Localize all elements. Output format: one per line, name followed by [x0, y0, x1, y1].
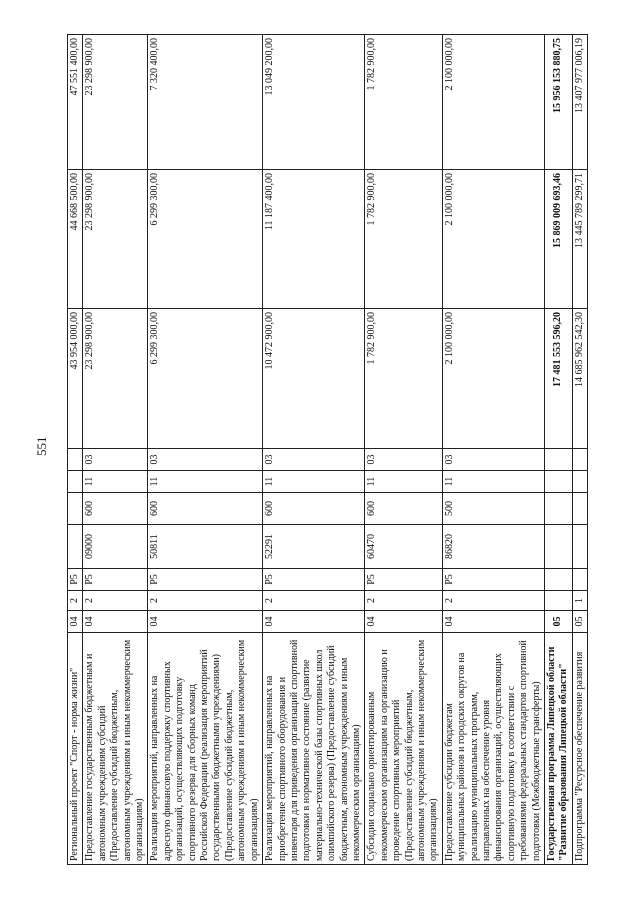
table-row — [572, 35, 587, 865]
amount-year-3: 7 320 400,00 — [148, 35, 263, 170]
amount-year-1: 2 100 000,00 — [442, 309, 544, 449]
subsection-code: 03 — [148, 449, 263, 471]
table-row — [545, 35, 573, 865]
row-name: Подпрограмма "Ресурсное обеспечение развития — [572, 633, 587, 865]
direction-code — [572, 525, 587, 569]
section-code — [545, 471, 573, 493]
expense-type-code: 600 — [83, 493, 148, 525]
program-code: 05 — [572, 611, 587, 633]
row-name: Государственная программа Липецкой области "Развитие образования Липецкой области" — [545, 633, 573, 865]
amount-year-2: 11 187 400,00 — [263, 170, 365, 309]
amount-year-2: 2 100 000,00 — [442, 170, 544, 309]
amount-year-2: 6 299 300,00 — [148, 170, 263, 309]
amount-year-3: 2 100 000,00 — [442, 35, 544, 170]
amount-year-1: 1 782 900,00 — [365, 309, 442, 449]
amount-year-1: 6 299 300,00 — [148, 309, 263, 449]
section-code: 11 — [83, 471, 148, 493]
program-code: 05 — [545, 611, 573, 633]
subsection-code: 03 — [263, 449, 365, 471]
subprogram-code: 2 — [148, 591, 263, 611]
table-row — [148, 35, 263, 865]
budget-table — [67, 34, 588, 865]
subprogram-code: 2 — [68, 591, 83, 611]
direction-code: 09000 — [83, 525, 148, 569]
amount-year-3: 13 407 977 006,19 — [572, 35, 587, 170]
amount-year-2: 1 782 900,00 — [365, 170, 442, 309]
subsection-code: 03 — [442, 449, 544, 471]
subprogram-code: 1 — [572, 591, 587, 611]
amount-year-3: 1 782 900,00 — [365, 35, 442, 170]
subsection-code: 03 — [83, 449, 148, 471]
direction-code: 50811 — [148, 525, 263, 569]
expense-type-code — [68, 493, 83, 525]
expense-type-code: 600 — [263, 493, 365, 525]
row-name: Субсидии социально ориентированным некоммерческим организациям на организацию и проведение спортивных мероприятий (Предоставление субсидий бюджетным, автономным учреждениям и иным некоммерческим организациям) — [365, 633, 442, 865]
table-row — [83, 35, 148, 865]
row-name: Региональный проект "Спорт - норма жизни" — [68, 633, 83, 865]
project-code: Р5 — [263, 569, 365, 591]
table-row — [442, 35, 544, 865]
table-row — [68, 35, 83, 865]
row-name: Реализация мероприятий, направленных на приобретение спортивного оборудования и инвентаря для приведения организаций спортивной подготовки в нормативное состояние (развитие материально-технической базы спортивных школ олимпийского резерва) (Предоставление субсидий бюджетным, автономным учреждениям и иным некоммерческим организациям) — [263, 633, 365, 865]
direction-code: 60470 — [365, 525, 442, 569]
section-code: 11 — [263, 471, 365, 493]
program-code: 04 — [263, 611, 365, 633]
amount-year-1: 17 481 553 596,20 — [545, 309, 573, 449]
project-code: Р5 — [442, 569, 544, 591]
amount-year-2: 23 298 900,00 — [83, 170, 148, 309]
expense-type-code: 600 — [148, 493, 263, 525]
amount-year-1: 10 472 900,00 — [263, 309, 365, 449]
expense-type-code: 600 — [365, 493, 442, 525]
section-code — [572, 471, 587, 493]
amount-year-3: 47 551 400,00 — [68, 35, 83, 170]
expense-type-code — [545, 493, 573, 525]
amount-year-2: 44 668 500,00 — [68, 170, 83, 309]
subprogram-code: 2 — [83, 591, 148, 611]
amount-year-2: 13 445 789 299,71 — [572, 170, 587, 309]
table-body — [68, 35, 588, 865]
amount-year-1: 23 298 900,00 — [83, 309, 148, 449]
direction-code — [68, 525, 83, 569]
expense-type-code — [572, 493, 587, 525]
project-code — [545, 569, 573, 591]
direction-code — [545, 525, 573, 569]
amount-year-3: 15 956 153 880,75 — [545, 35, 573, 170]
budget-table-container — [67, 35, 592, 865]
amount-year-1: 14 685 962 542,30 — [572, 309, 587, 449]
section-code: 11 — [365, 471, 442, 493]
subsection-code — [68, 449, 83, 471]
subsection-code: 03 — [365, 449, 442, 471]
row-name: Предоставление государственным бюджетным и автономным учреждениям субсидий (Предоставление субсидий бюджетным, автономным учреждениям и иным некоммерческим организациям) — [83, 633, 148, 865]
program-code: 04 — [68, 611, 83, 633]
subprogram-code: 2 — [365, 591, 442, 611]
section-code — [68, 471, 83, 493]
project-code: Р5 — [148, 569, 263, 591]
project-code: Р5 — [83, 569, 148, 591]
expense-type-code: 500 — [442, 493, 544, 525]
project-code: Р5 — [68, 569, 83, 591]
subsection-code — [545, 449, 573, 471]
subprogram-code: 2 — [442, 591, 544, 611]
direction-code: 52291 — [263, 525, 365, 569]
section-code: 11 — [148, 471, 263, 493]
row-name: Предоставление субсидии бюджетам муниципальных районов и городских округов на реализацию муниципальных программ, направленных на обеспечение уровня финансирования организаций, осуществляющих спортивную подготовку в соответствии с требованиями федеральных стандартов спортивной подготовки (Межбюджетные трансферты) — [442, 633, 544, 865]
project-code — [572, 569, 587, 591]
subprogram-code — [545, 591, 573, 611]
program-code: 04 — [148, 611, 263, 633]
row-name: Реализация мероприятий, направленных на адресную финансовую поддержку спортивных организаций, осуществляющих подготовку спортивного резерва для сборных команд Российской Федерации (реализация мероприятий государственными бюджетными учреждениями) (Предоставление субсидий бюджетным, автономным учреждениям и иным некоммерческим организациям) — [148, 633, 263, 865]
amount-year-2: 15 869 009 693,46 — [545, 170, 573, 309]
direction-code: 86820 — [442, 525, 544, 569]
subprogram-code: 2 — [263, 591, 365, 611]
page-number: 551 — [34, 436, 49, 456]
subsection-code — [572, 449, 587, 471]
table-row — [263, 35, 365, 865]
section-code: 11 — [442, 471, 544, 493]
amount-year-1: 43 954 000,00 — [68, 309, 83, 449]
amount-year-3: 13 049 200,00 — [263, 35, 365, 170]
program-code: 04 — [365, 611, 442, 633]
table-row — [365, 35, 442, 865]
amount-year-3: 23 298 900,00 — [83, 35, 148, 170]
program-code: 04 — [83, 611, 148, 633]
project-code: Р5 — [365, 569, 442, 591]
program-code: 04 — [442, 611, 544, 633]
